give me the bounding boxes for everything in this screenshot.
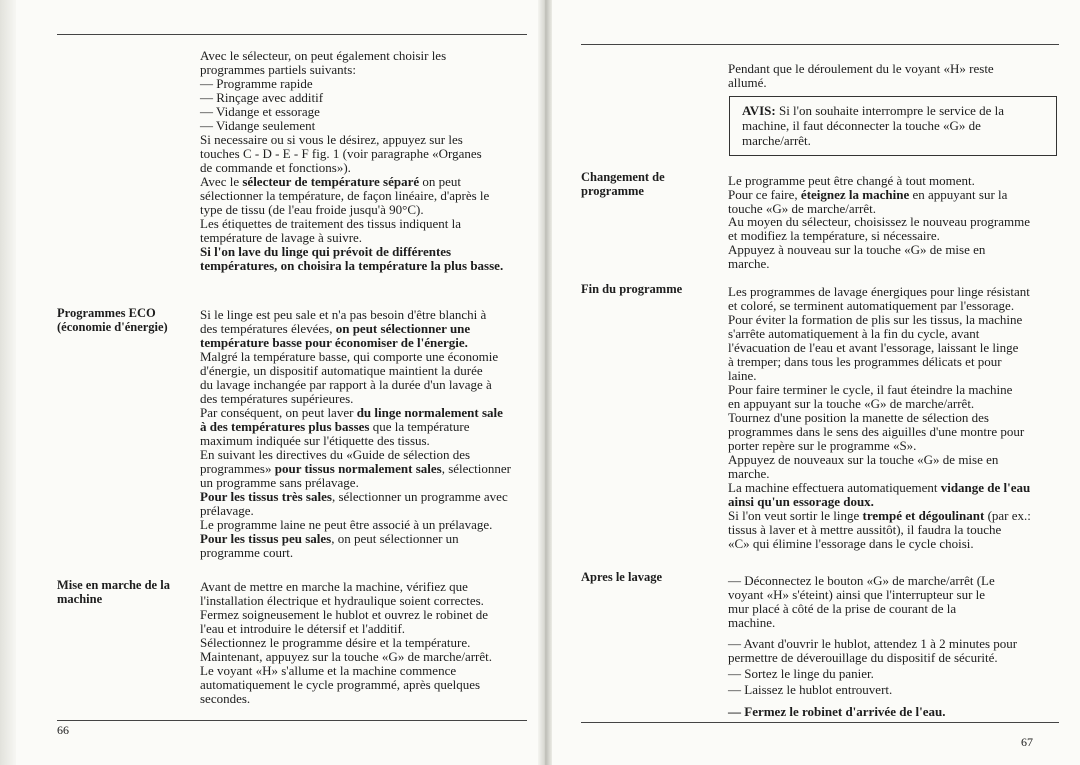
section-title-marche-1: Mise en marche de la xyxy=(57,578,170,592)
text-line: programmes dans le sens des aiguilles d'une montre pour xyxy=(728,424,1025,439)
text-line: AVIS: Si l'on souhaite interrompre le service de la xyxy=(742,103,1005,118)
text-line: programme court. xyxy=(200,545,294,560)
text-line: Au moyen du sélecteur, choisissez le nouveau programme xyxy=(728,214,1030,230)
text-line: Appuyez de nouveaux sur la touche «G» de mise en xyxy=(728,452,999,467)
text-line: Si l'on lave du linge qui prévoit de différentes xyxy=(200,244,452,259)
text-line: un programme sans prélavage. xyxy=(200,475,359,490)
text-line: des températures supérieures. xyxy=(200,391,354,406)
text-line: Pour ce faire, éteignez la machine en appuyant sur la xyxy=(728,186,1008,202)
text-line: température de lavage à suivre. xyxy=(200,230,363,245)
bottom-rule xyxy=(57,720,527,721)
text-line: — Avant d'ouvrir le hublot, attendez 1 à 2 minutes pour xyxy=(728,636,1018,651)
text-line: Le programme laine ne peut être associé à un prélavage. xyxy=(200,517,493,532)
text-line: type de tissu (de l'eau froide jusqu'à 90°C). xyxy=(200,202,424,217)
text-line: prélavage. xyxy=(200,503,254,518)
text-line: La machine effectuera automatiquement vidange de l'eau xyxy=(728,480,1031,495)
top-rule xyxy=(57,34,527,35)
section-title-fin: Fin du programme xyxy=(581,282,683,296)
text-line: température basse pour économiser de l'énergie. xyxy=(200,335,468,350)
section-title-eco-2: (économie d'énergie) xyxy=(57,320,168,334)
text-line: maximum indiquée sur l'étiquette des tissus. xyxy=(200,433,430,448)
text-line: touche «G» de marche/arrêt. xyxy=(728,200,876,216)
text-line: et modifiez la température, si nécessaire. xyxy=(728,228,940,244)
text-line: à tremper; dans tous les programmes délicats et pour xyxy=(728,354,1002,369)
text-line: «C» qui élimine l'essorage dans le cycle choisi. xyxy=(728,536,974,551)
text-line: Si l'on veut sortir le linge trempé et dégoulinant (par ex.: xyxy=(728,508,1031,523)
section-title-changement-2: programme xyxy=(581,184,644,198)
text-line: En suivant les directives du «Guide de sélection des xyxy=(200,447,471,462)
text-line: — Fermez le robinet d'arrivée de l'eau. xyxy=(728,704,946,719)
text-line: Les étiquettes de traitement des tissus indiquent la xyxy=(200,216,462,231)
text-line: machine. xyxy=(728,615,776,630)
text-line: allumé. xyxy=(728,75,767,90)
text-line: à des températures plus basses que la température xyxy=(200,419,470,434)
text-line: tissus à laver et à mettre aussitôt), il faudra la touche xyxy=(728,522,1002,537)
text-line: Avec le sélecteur de température séparé on peut xyxy=(200,174,462,189)
text-line: Avec le sélecteur, on peut également choisir les xyxy=(200,48,447,63)
text-line: ainsi qu'un essorage doux. xyxy=(728,494,874,509)
text-line: sélectionner la température, de façon linéaire, d'après le xyxy=(200,188,490,203)
text-line: Malgré la température basse, qui comporte une économie xyxy=(200,349,499,364)
text-line: Pour les tissus peu sales, on peut sélectionner un xyxy=(200,531,459,546)
text-line: porter repère sur le programme «S». xyxy=(728,438,917,453)
text-line: — Laissez le hublot entrouvert. xyxy=(728,682,893,697)
section-title-changement-1: Changement de xyxy=(581,170,665,184)
section-title-eco-1: Programmes ECO xyxy=(57,306,156,320)
text-line: de commande et fonctions»). xyxy=(200,160,351,175)
text-line: machine, il faut déconnecter la touche «G» de xyxy=(742,118,981,133)
text-line: — Rinçage avec additif xyxy=(200,90,324,105)
text-line: températures, on choisira la température la plus basse. xyxy=(200,258,504,273)
top-rule xyxy=(581,44,1059,45)
text-line: touches C - D - E - F fig. 1 (voir paragraphe «Organes xyxy=(200,146,482,161)
text-line: des températures élevées, on peut sélectionner une xyxy=(200,321,471,336)
text-line: programmes» pour tissus normalement sales, sélectionner xyxy=(200,461,512,476)
text-line: Avant de mettre en marche la machine, vérifiez que xyxy=(200,579,468,594)
text-line: s'arrête automatiquement à la fin du cycle, avant xyxy=(728,326,980,341)
text-line: — Vidange seulement xyxy=(200,118,316,133)
text-line: Sélectionnez le programme désire et la température. xyxy=(200,635,471,650)
section-title-apres: Apres le lavage xyxy=(581,570,663,584)
text-line: l'évacuation de l'eau et avant l'essorage, laissant le linge xyxy=(728,340,1019,355)
text-line: Les programmes de lavage énergiques pour linge résistant xyxy=(728,284,1030,299)
text-line: Le voyant «H» s'allume et la machine commence xyxy=(200,663,457,678)
section-title-marche-2: machine xyxy=(57,592,103,606)
text-line: en appuyant sur la touche «G» de marche/arrêt. xyxy=(728,396,975,411)
text-line: — Déconnectez le bouton «G» de marche/arrêt (Le xyxy=(728,573,995,588)
text-line: Pendant que le déroulement du le voyant «H» reste xyxy=(728,61,994,76)
text-line: Fermez soigneusement le hublot et ouvrez le robinet de xyxy=(200,607,489,622)
bottom-rule xyxy=(581,722,1059,723)
text-line: du lavage inchangée par rapport à la durée d'un lavage à xyxy=(200,377,492,392)
text-line: laine. xyxy=(728,368,757,383)
text-line: Pour faire terminer le cycle, il faut éteindre la machine xyxy=(728,382,1013,397)
text-line: Tournez d'une position la manette de sélection des xyxy=(728,410,989,425)
text-line: l'eau et introduire le détersif et l'additif. xyxy=(200,621,406,636)
text-line: permettre de déverouillage du dispositif de sécurité. xyxy=(728,650,998,665)
text-line: — Programme rapide xyxy=(200,76,313,91)
text-line: Pour les tissus très sales, sélectionner un programme avec xyxy=(200,489,508,504)
text-line: mur placé à côté de la prise de courant de la xyxy=(728,601,957,616)
text-line: Maintenant, appuyez sur la touche «G» de marche/arrêt. xyxy=(200,649,493,664)
text-line: l'installation électrique et hydraulique soient correctes. xyxy=(200,593,484,608)
text-line: — Sortez le linge du panier. xyxy=(728,666,874,681)
avis-box xyxy=(729,96,1057,156)
text-line: programmes partiels suivants: xyxy=(200,62,356,77)
text-line: Le programme peut être changé à tout moment. xyxy=(728,173,975,188)
text-line: et coloré, se terminent automatiquement par l'essorage. xyxy=(728,298,1015,313)
text-line: automatiquement le cycle programmé, après quelques xyxy=(200,677,481,692)
text-line: marche. xyxy=(728,255,770,271)
text-line: Appuyez à nouveau sur la touche «G» de mise en xyxy=(728,242,986,257)
text-line: voyant «H» s'éteint) ainsi que l'interrupteur sur le xyxy=(728,587,986,602)
text-line: marche. xyxy=(728,466,770,481)
text-line: Si necessaire ou si vous le désirez, appuyez sur les xyxy=(200,132,463,147)
text-line: — Vidange et essorage xyxy=(200,104,320,119)
text-line: Si le linge est peu sale et n'a pas besoin d'être blanchi à xyxy=(200,307,487,322)
text-line: Par conséquent, on peut laver du linge normalement sale xyxy=(200,405,503,420)
text-line: secondes. xyxy=(200,691,251,706)
text-line: marche/arrêt. xyxy=(742,133,811,148)
page-number: 67 xyxy=(1021,735,1033,749)
text-line: Pour éviter la formation de plis sur les tissus, la machine xyxy=(728,312,1023,327)
page-number: 66 xyxy=(57,723,69,737)
text-line: d'énergie, un dispositif automatique maintient la durée xyxy=(200,363,483,378)
